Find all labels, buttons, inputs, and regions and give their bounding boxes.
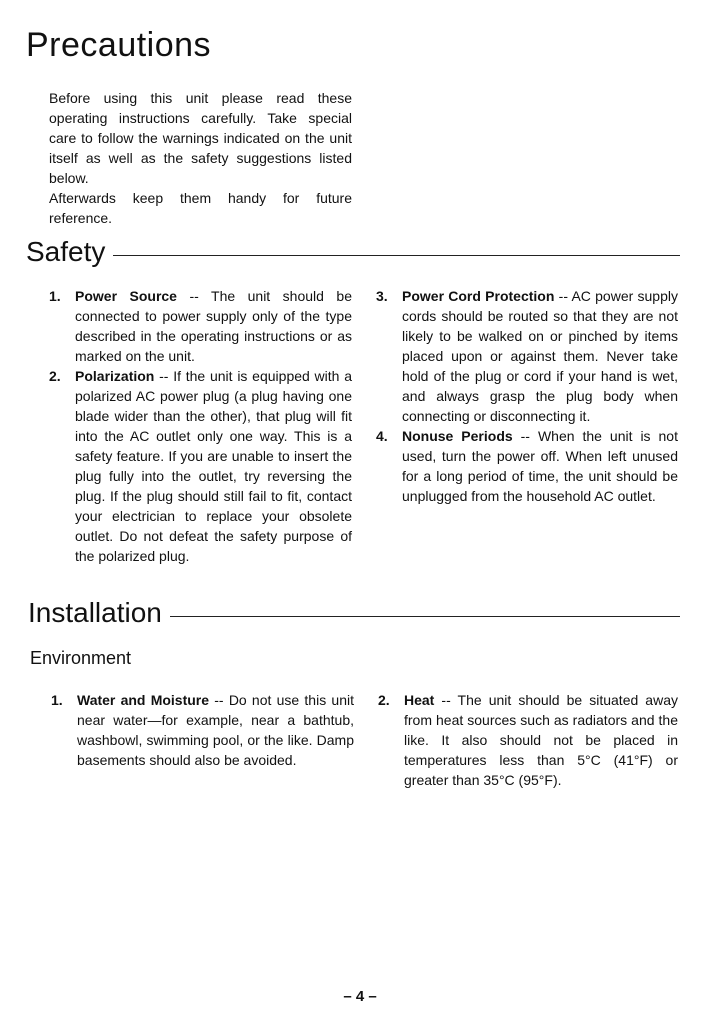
item-separator: -- (512, 428, 538, 444)
intro-paragraph: Before using this unit please read these operating instructions carefully. Take special care to follow the warnings indicated on the unit itself as well as the safety suggestions listed below. (49, 90, 352, 186)
installation-list-right (378, 690, 678, 790)
item-text: AC power supply cords should be routed so that they are not likely to be walked on or pinched by items placed upon or against them. Never take hold of the plug or cord if your hand is wet, and always grasp the plug body when connecting or disconnecting it. (402, 288, 678, 424)
section-divider (170, 616, 680, 617)
list-item (376, 426, 678, 506)
item-term: Polarization (75, 368, 155, 384)
item-term: Nonuse Periods (402, 428, 513, 444)
item-separator: -- (154, 368, 174, 384)
item-text: Do not use this unit near water—for example, near a bathtub, washbowl, swimming pool, or the like. Damp basements should also be avoided. (77, 692, 354, 768)
item-number: 2. (49, 368, 61, 384)
item-separator: -- (176, 288, 212, 304)
item-number: 4. (376, 428, 388, 444)
installation-section-header (28, 597, 680, 629)
installation-heading: Installation (28, 597, 162, 628)
item-number: 3. (376, 288, 388, 304)
item-separator: -- (434, 692, 458, 708)
list-item (378, 690, 678, 790)
item-text: If the unit is equipped with a polarized AC power plug (a plug having one blade wider than the other), that plug will fit into the AC outlet only one way. This is a safety feature. If you are unable to insert the plug fully into the outlet, try reversing the plug. If the plug should still fail to fit, contact your electrician to replace your obsolete outlet. Do not defeat the safety purpose of the polarized plug. (75, 368, 353, 564)
safety-list-right (376, 286, 678, 506)
safety-heading: Safety (26, 236, 106, 267)
safety-section-header (26, 236, 680, 268)
item-term: Power Cord Protection (402, 288, 555, 304)
section-divider (113, 255, 680, 256)
page-title: Precautions (26, 26, 212, 64)
list-item (376, 286, 678, 426)
page-number: – 4 – (343, 988, 377, 1005)
item-number: 1. (51, 692, 63, 708)
intro-text (49, 88, 352, 228)
item-text: The unit should be connected to power supply only of the type described in the operating instructions or as marked on the unit. (75, 288, 352, 364)
intro-paragraph: Afterwards keep them handy for future reference. (49, 190, 352, 226)
item-number: 2. (378, 692, 390, 708)
safety-list-left (49, 286, 352, 566)
installation-list-left (51, 690, 354, 770)
environment-subheading: Environment (30, 648, 132, 668)
item-term: Power Source (75, 288, 177, 304)
list-item (49, 286, 352, 366)
list-item (51, 690, 354, 770)
item-text: The unit should be situated away from heat sources such as radiators and the like. It also should not be placed in temperatures less than 5°C (41°F) or greater than 35°C (95°F). (404, 692, 678, 788)
item-separator: -- (209, 692, 229, 708)
list-item (49, 366, 352, 566)
item-number: 1. (49, 288, 61, 304)
item-text: When the unit is not used, turn the power off. When left unused for a long period of time, the unit should be unplugged from the household AC outlet. (402, 428, 678, 504)
item-term: Water and Moisture (77, 692, 210, 708)
item-term: Heat (404, 692, 435, 708)
item-separator: -- (554, 288, 572, 304)
